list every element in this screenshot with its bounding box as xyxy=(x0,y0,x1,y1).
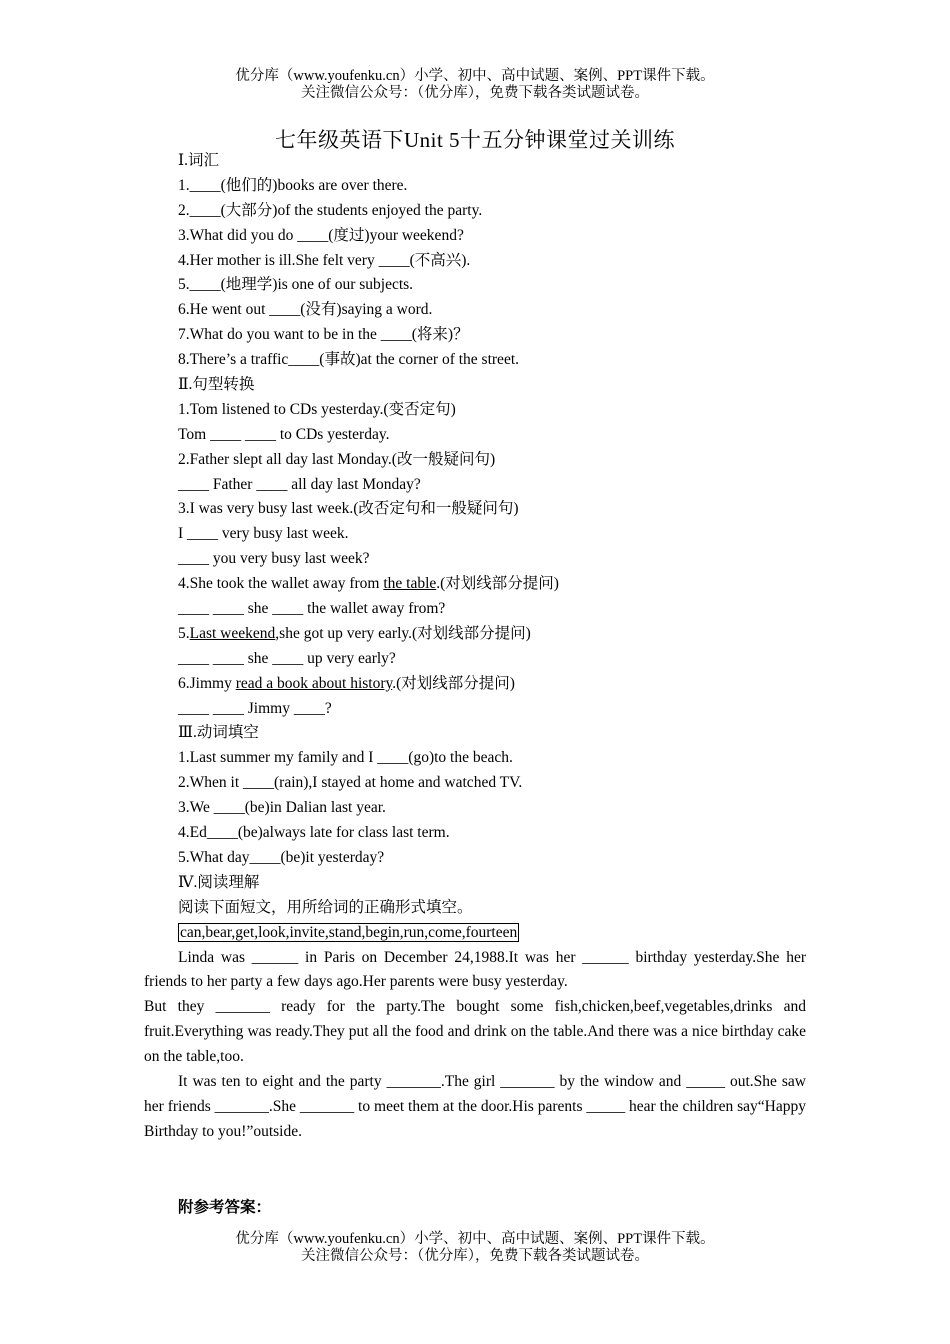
passage-paragraph-2: But they _______ ready for the party.The bought some fish,chicken,beef,vegetables,drinks and fruit.Everything was ready.They put all the food and drink on the table.And there was a nice birthday cake on the table,too. xyxy=(144,998,806,1066)
vocab-item: 8.There’s a traffic____(事故)at the corner of the street. xyxy=(178,351,520,369)
section-4-heading: Ⅳ.阅读理解 xyxy=(178,873,260,891)
transform-answer-4: ____ ____ she ____ the wallet away from? xyxy=(178,600,446,618)
passage-paragraph-1: Linda was ______ in Paris on December 24,1988.It was her ______ birthday yesterday.She her friends to her party a few days ago.Her parents were busy yesterday. xyxy=(144,948,806,991)
section-2-heading: Ⅱ.句型转换 xyxy=(178,376,255,394)
question-instruction: ,she got up very early.(对划线部分提问) xyxy=(275,624,531,642)
header-line-2: 关注微信公众号：（优分库），免费下载各类试题试卷。 xyxy=(301,85,649,101)
transform-answer-3b: ____ you very busy last week? xyxy=(178,550,370,568)
question-instruction: .(对划线部分提问) xyxy=(436,575,559,593)
page-title: 七年级英语下Unit 5十五分钟课堂过关训练 xyxy=(274,128,676,152)
transform-question-2: 2.Father slept all day last Monday.(改一般疑问句) xyxy=(178,450,496,468)
vocab-item: 4.Her mother is ill.She felt very ____(不高兴). xyxy=(178,251,471,269)
question-text: 6.Jimmy xyxy=(178,674,236,692)
answers-label: 附参考答案： xyxy=(178,1198,272,1216)
passage-paragraph-3: It was ten to eight and the party _______.The girl _______ by the window and _____ out.She saw her friends _______.She _______ to meet them at the door.His parents _____ hear the children say“Happy Birthday to you!”outside. xyxy=(144,1073,806,1140)
vocab-item: 3.What did you do ____(度过)your weekend? xyxy=(178,226,464,244)
page-footer xyxy=(0,1231,950,1265)
vocab-item: 7.What do you want to be in the ____(将来)？ xyxy=(178,326,469,344)
transform-question-1: 1.Tom listened to CDs yesterday.(变否定句) xyxy=(178,400,456,418)
transform-answer-5: ____ ____ she ____ up very early? xyxy=(178,649,396,667)
footer-line-2: 关注微信公众号：（优分库），免费下载各类试题试卷。 xyxy=(301,1248,649,1264)
section-3-heading: Ⅲ.动词填空 xyxy=(178,724,259,742)
underlined-phrase: Last weekend xyxy=(189,624,276,642)
underlined-phrase: the table xyxy=(383,575,437,593)
vocab-item: 6.He went out ____(没有)saying a word. xyxy=(178,301,433,319)
vocab-item: 2.____(大部分)of the students enjoyed the party. xyxy=(178,201,483,219)
header-line-1: 优分库（www.youfenku.cn）小学、初中、高中试题、案例、PPT课件下载。 xyxy=(235,68,715,84)
verb-item: 5.What day____(be)it yesterday? xyxy=(178,848,385,866)
vocab-item: 1.____(他们的)books are over there. xyxy=(178,176,408,194)
underlined-phrase: read a book about history xyxy=(235,674,393,692)
verb-item: 4.Ed____(be)always late for class last term. xyxy=(178,824,450,842)
word-box: can,bear,get,look,invite,stand,begin,run,come,fourteen xyxy=(180,923,518,941)
worksheet-body xyxy=(144,149,806,1221)
vocab-item: 5.____(地理学)is one of our subjects. xyxy=(178,276,414,294)
section-1-heading: Ⅰ.词汇 xyxy=(178,152,219,169)
verb-item: 3.We ____(be)in Dalian last year. xyxy=(178,799,386,817)
footer-line-1: 优分库（www.youfenku.cn）小学、初中、高中试题、案例、PPT课件下载。 xyxy=(235,1231,715,1247)
transform-answer-2: ____ Father ____ all day last Monday? xyxy=(178,475,421,493)
transform-answer-6: ____ ____ Jimmy ____? xyxy=(178,699,332,717)
verb-item: 1.Last summer my family and I ____(go)to the beach. xyxy=(178,749,513,767)
question-text: 4.She took the wallet away from xyxy=(178,575,384,593)
transform-question-3: 3.I was very busy last week.(改否定句和一般疑问句) xyxy=(178,500,519,518)
transform-question-5 xyxy=(144,622,806,647)
transform-answer-3a: I ____ very busy last week. xyxy=(178,525,349,543)
question-instruction: .(对划线部分提问) xyxy=(392,674,515,692)
transform-question-6 xyxy=(144,672,806,697)
question-text: 5. xyxy=(178,624,190,642)
reading-instruction: 阅读下面短文，用所给词的正确形式填空。 xyxy=(178,898,473,916)
verb-item: 2.When it ____(rain),I stayed at home and watched TV. xyxy=(178,774,523,792)
word-box-line xyxy=(144,921,806,946)
transform-question-4 xyxy=(144,572,806,597)
page-header xyxy=(0,68,950,102)
transform-answer-1: Tom ____ ____ to CDs yesterday. xyxy=(178,425,390,443)
